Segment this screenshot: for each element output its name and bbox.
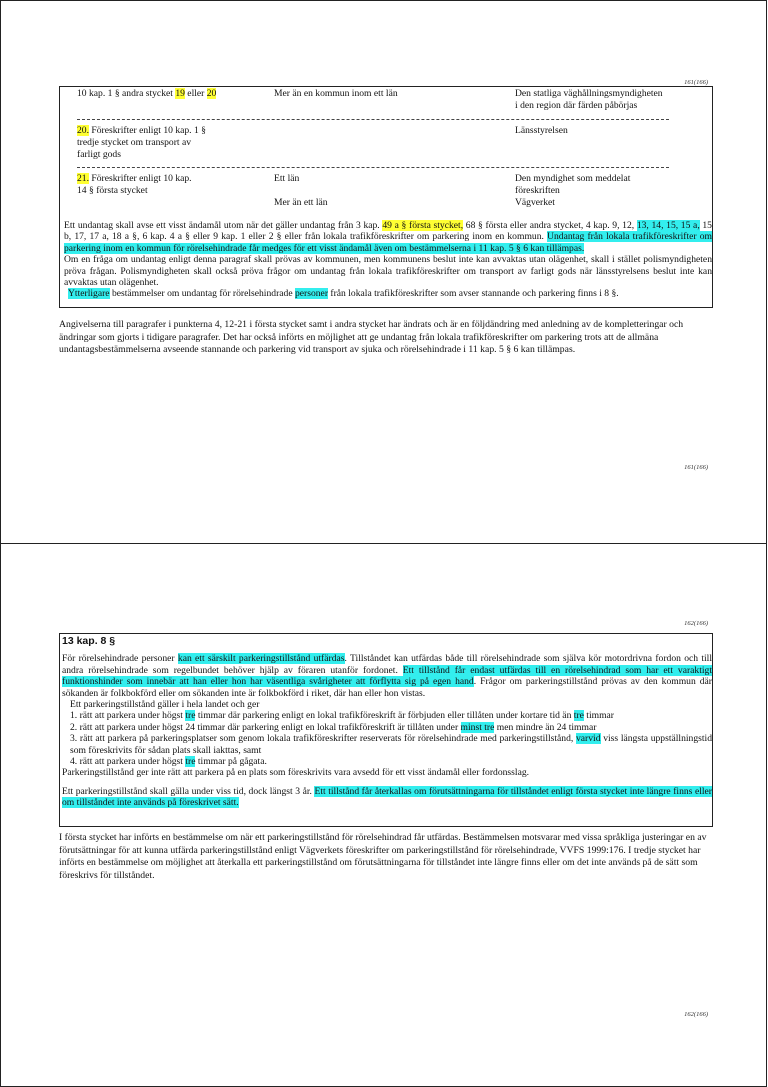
- table-row1-col2: Mer än en kommun inom ett län: [274, 88, 398, 99]
- paragraph-restriction: Parkeringstillstånd ger inte rätt att parkera på en plats som föreskrivits vara avsedd för ett visst ändamål eller fordonsslag.: [62, 767, 530, 779]
- table-row3-col1: 21. Föreskrifter enligt 10 kap. 14 § första stycket: [77, 173, 192, 196]
- commentary: I första stycket har införts en bestämmelse om när ett parkeringstillstånd för rörelsehindrad får utfärdas. Bestämmelsen motsvarar med vissa språkliga justeringar en av förutsättningar för att kunna utfärda parkeringstillstånd enligt Vägverkets föreskrifter om parkeringstillstånd för rörelsehindrade, VVFS 1999:176. I tredje stycket har införts en bestämmelse om möjlighet att återkalla ett parkeringstillstånd om förutsättningarna för tillståndet inte längre finns eller om det inte används på de sätt som föreskrivs för tillståndet.: [59, 832, 707, 881]
- list-item-2: 2. rätt att parkera under högst 24 timmar där parkering enligt en lokal trafikföreskrift är tillåten under minst tre men mindre än 24 timmar: [70, 721, 597, 733]
- paragraph-validity: Ett parkeringstillstånd gäller i hela landet och ger: [70, 699, 260, 711]
- list-item-4: 4. rätt att parkera under högst tre timmar på gågata.: [70, 756, 267, 768]
- commentary: Angivelserna till paragrafer i punkterna 4, 12-21 i första stycket samt i andra stycket har ändrats och är en följdändring med anledning av de kompletteringar och ändringar som gjorts i tidigare paragrafer. Det har också införts en möjlighet att ge undantag från lokala trafikföreskrifter om parkering trots att de allmäna undantagsbestämmelserna avseende stannande och parkering vid transport av sjuka och rörelsehindrade i 11 kap. 5 § 6 kan tillämpas.: [59, 319, 684, 356]
- list-item-1: 1. rätt att parkera under högst tre timmar där parkering enligt en lokal trafikföreskrift är förbjuden eller tillåten under kortare tid än tre timmar: [70, 710, 614, 722]
- law-section: [62, 636, 712, 809]
- law-text-box: [59, 633, 713, 827]
- divider: [77, 119, 669, 120]
- page-number-top: 161(166): [684, 79, 708, 86]
- paragraph-further: Ytterligare bestämmelser om undantag för rörelsehindrade personer från lokala trafikföreskrifter som avser stannande och parkering finns i 8 §.: [68, 288, 619, 300]
- law-text-box: [59, 86, 713, 308]
- paragraph-exceptions: Ett undantag skall avse ett visst ändamål utom när det gäller undantag från 3 kap. 49 a § första stycket, 68 § första eller andra stycket, 4 kap. 9, 12, 13, 14, 15, 15 a, 15 b, 17, 17 a, 18 a §, 6 kap. 4 a § eller 9 kap. 1 eller 2 § eller från lokala trafikföreskrifter om parkering inom en kommun. Undantag från lokala trafikföreskrifter om parkering inom en kommun för rörelsehindrade får medges för ett visst ändamål även om bestämmelserna i 11 kap. 5 § 6 kan tillämpas.: [64, 220, 712, 254]
- table-row2-col1: 20. Föreskrifter enligt 10 kap. 1 § tredje stycket om transport av farligt gods: [77, 125, 206, 160]
- table-row1-col3: Den statliga väghållningsmyndigheten i den region där färden påbörjas: [515, 88, 663, 111]
- list-item-3: 3. rätt att parkera på parkeringsplatser som genom lokala trafikföreskrifter reserverats för rörelsehindrade med parkeringstillstånd, varvid viss längsta uppställningstid som föreskrivits för sådan plats skall iakttas, samt: [70, 733, 712, 756]
- table-row1-col1: 10 kap. 1 § andra stycket 19 eller 20: [77, 88, 217, 99]
- page-number-top: 162(166): [684, 620, 708, 627]
- page-number-bottom: 161(166): [684, 464, 708, 471]
- section-heading: 13 kap. 8 §: [62, 635, 116, 647]
- document-page-2: [0, 543, 767, 1087]
- divider: [77, 167, 669, 168]
- table-row2-col3: Länsstyrelsen: [515, 125, 568, 136]
- document-page-1: [0, 0, 767, 544]
- paragraph-permit: För rörelsehindrade personer kan ett särskilt parkeringstillstånd utfärdas. Tillståndet kan utfärdas både till rörelsehindrade som själva kör motordrivna fordon och till andra rörelsehindrade som regelbundet behöver hjälp av föraren utanför fordonet. Ett tillstånd får endast utfärdas till en rörelsehindrad som har ett varaktigt funktionshinder som innebär att han eller hon har väsentliga svårigheter att förflytta sig på egen hand. Frågor om parkeringstillstånd prövas av den kommun där sökanden är folkbokförd eller om sökanden inte är folkbokförd i riket, där han eller hon vistas.: [62, 653, 712, 699]
- table-row3-col2: Ett län Mer än ett län: [274, 173, 328, 208]
- paragraph-duration: Ett parkeringstillstånd skall gälla under viss tid, dock längst 3 år. Ett tillstånd får återkallas om förutsättningarna för tillståndet enligt första stycket inte längre finns eller om tillståndet inte används på föreskrivet sätt.: [62, 785, 712, 809]
- paragraph-police: Om en fråga om undantag enligt denna paragraf skall prövas av kommunen, men kommunens beslut inte kan avvaktas utan olägenhet, skall i stället polismyndigheten pröva frågan. Polismyndigheten skall också pröva frågor om undantag från lokala trafikföreskrifter om transport av farligt gods när länsstyrelsens beslut inte kan avvaktas utan olägenhet.: [64, 254, 712, 289]
- page-number-bottom: 162(166): [684, 1011, 708, 1018]
- law-paragraphs: [60, 220, 712, 300]
- table-row3-col3: Den myndighet som meddelat föreskriften Vägverket: [515, 173, 631, 208]
